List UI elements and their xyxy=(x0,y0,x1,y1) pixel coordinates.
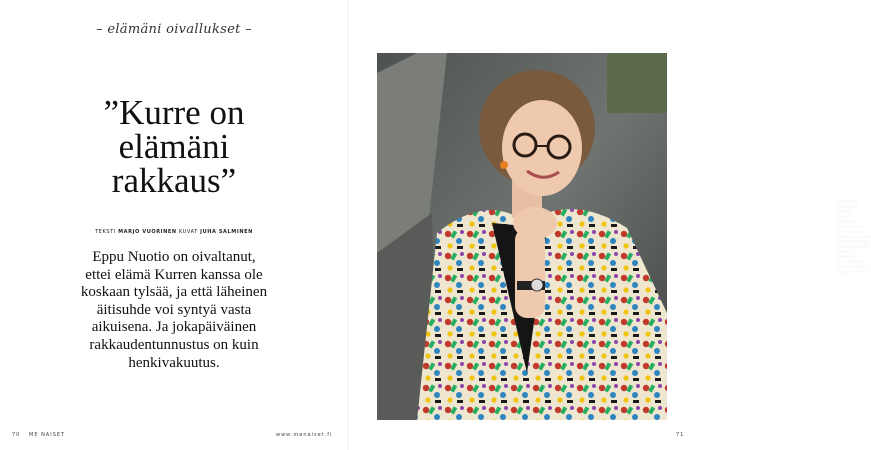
photographer-name: JUHA SALMINEN xyxy=(200,229,253,235)
caption-line: jan ja oivasuru xyxy=(837,224,867,229)
photos-label: KUVAT xyxy=(178,229,198,235)
caption-line: jaa – jo paljon xyxy=(837,259,865,264)
caption-line: ”Meillä oli xyxy=(837,199,857,204)
photo-caption xyxy=(837,199,871,274)
caption-line: suuttumatta!” xyxy=(837,264,866,269)
website-url: www.menaiset.fi xyxy=(276,432,333,438)
lede-line: henkivakuutus. xyxy=(128,354,220,371)
lede-line: ettei elämä Kurren kanssa ole xyxy=(85,266,263,283)
section-tag: – elämäni oivallukset – xyxy=(96,22,252,37)
caption-line: paarsi projekteja xyxy=(837,239,871,244)
caption-line: toistemme luona xyxy=(837,234,871,239)
page-gutter xyxy=(347,0,349,450)
magazine-name: ME NAISET xyxy=(29,432,66,438)
byline xyxy=(0,229,348,235)
caption-line: Berliinissä kaimen xyxy=(837,204,858,214)
portrait-illustration xyxy=(377,53,667,420)
lede-line: Eppu Nuotio on oivaltanut, xyxy=(92,249,256,265)
page-number-left: 70 xyxy=(12,432,21,438)
caption-line: Eppu muistelee. xyxy=(837,269,870,274)
lede-line: äitisuhde voi syntyä vasta xyxy=(96,301,252,318)
author-name: MARJO VUORINEN xyxy=(118,229,177,235)
lede-line: rakkaudentunnustus on kuin xyxy=(89,336,259,353)
lede-line: aikuisena. Ja jokapäiväinen xyxy=(91,319,257,336)
headline-line: elämäni xyxy=(118,127,230,166)
text-label: TEKSTI xyxy=(95,229,116,235)
caption-line: naisen samppan- xyxy=(837,214,857,224)
headline xyxy=(60,93,288,200)
headline-line: rakkaus” xyxy=(111,161,237,200)
caption-line: giin. Teimme xyxy=(837,229,863,234)
headline-line: ”Kurre on xyxy=(103,93,245,132)
page-number-right: 71 xyxy=(676,432,685,438)
portrait-photo xyxy=(377,53,871,420)
lede-paragraph xyxy=(74,249,274,372)
caption-line: ja joimme niiden xyxy=(837,244,871,249)
lede-line: koskaan tylsää, ja että läheinen xyxy=(80,284,268,301)
caption-line: jälkeen samppan- xyxy=(837,249,857,259)
